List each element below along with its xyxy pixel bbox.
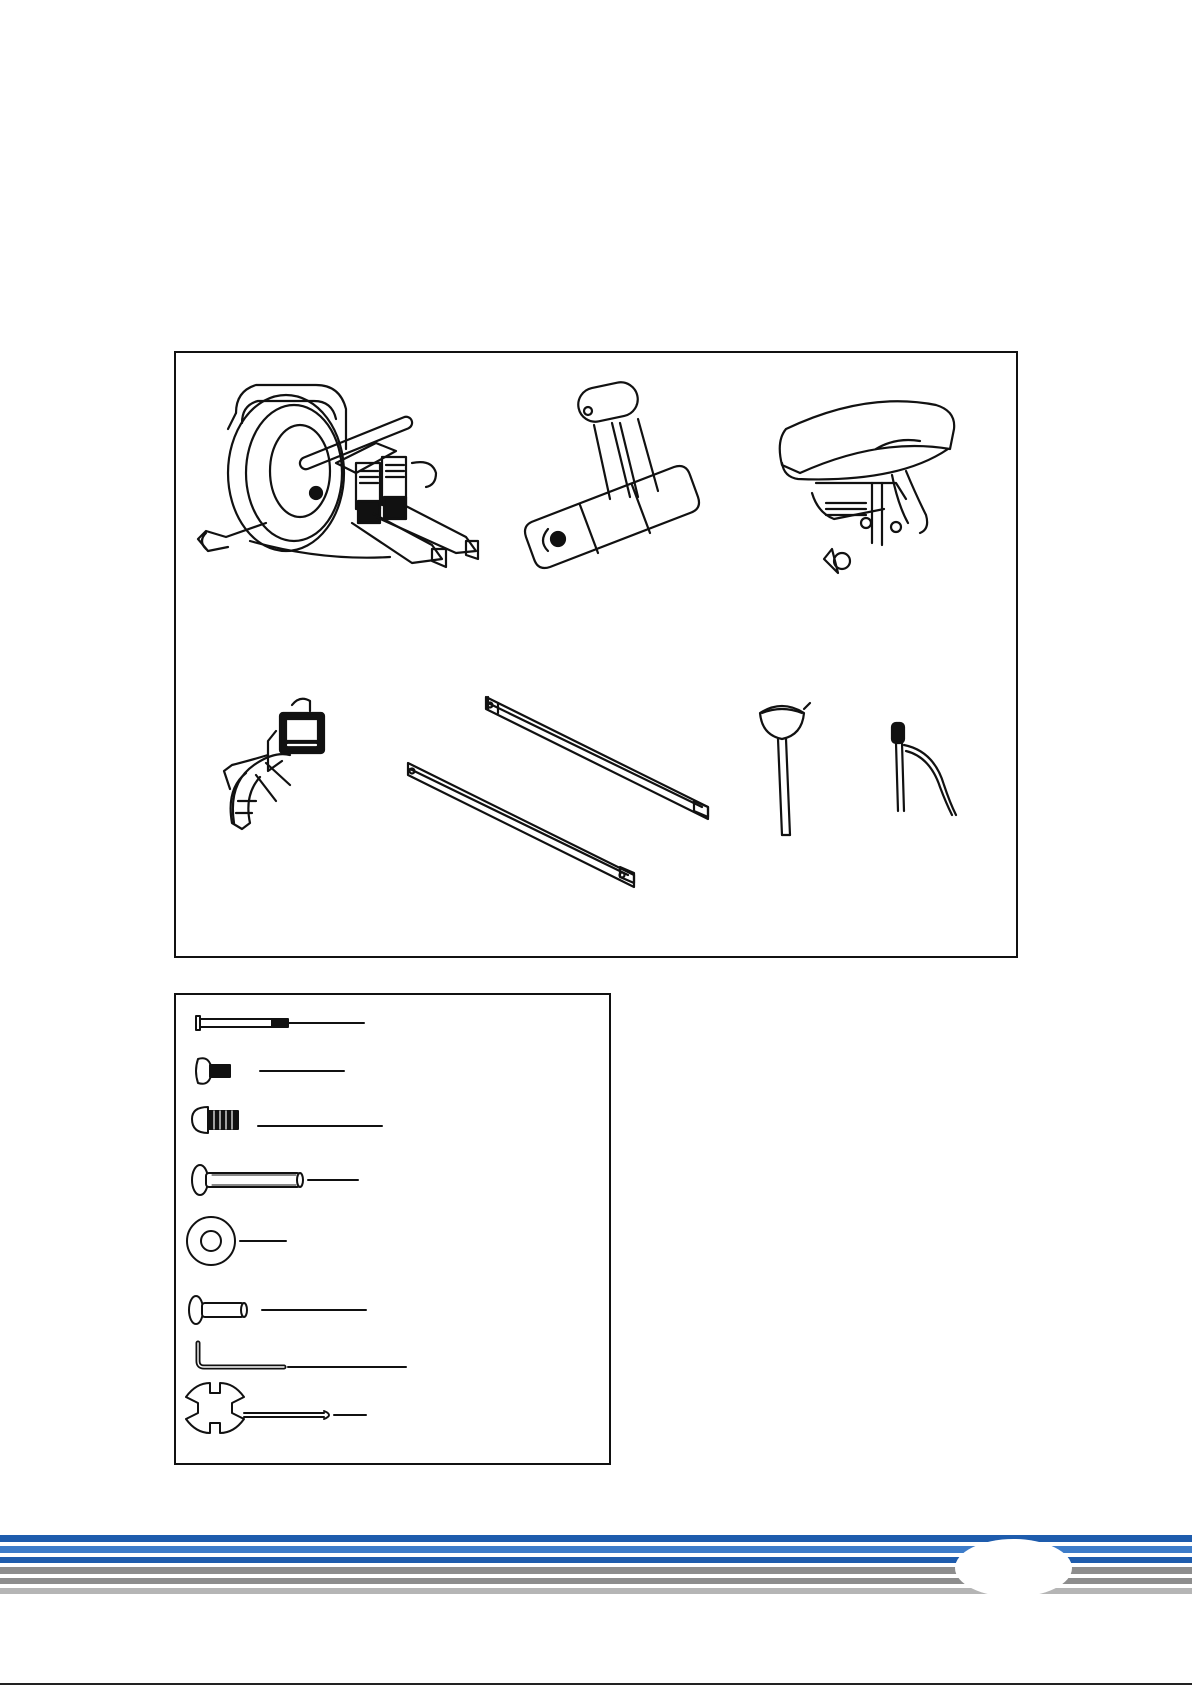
button-screw-icon <box>196 1058 344 1084</box>
rear-stabilizer-icon <box>525 379 699 568</box>
threaded-screw-icon <box>192 1107 382 1133</box>
parts-drawing <box>176 353 1020 960</box>
multi-tool-icon <box>186 1383 366 1433</box>
sensor-cable-icon <box>892 723 956 815</box>
long-bolt-icon <box>196 1016 364 1030</box>
carriage-bolt-icon <box>192 1165 358 1195</box>
rail-icon <box>408 697 708 887</box>
pin-knob-icon <box>760 703 810 835</box>
page-number-badge <box>955 1539 1072 1597</box>
hardware-drawing <box>176 995 613 1467</box>
washer-icon <box>187 1217 286 1265</box>
console-mast-icon <box>224 699 324 829</box>
short-bolt-icon <box>189 1296 366 1324</box>
allen-key-icon <box>198 1343 406 1367</box>
parts-illustration-panel <box>174 351 1018 958</box>
hardware-panel <box>174 993 611 1465</box>
main-frame-icon <box>198 385 478 567</box>
seat-icon <box>780 401 954 573</box>
